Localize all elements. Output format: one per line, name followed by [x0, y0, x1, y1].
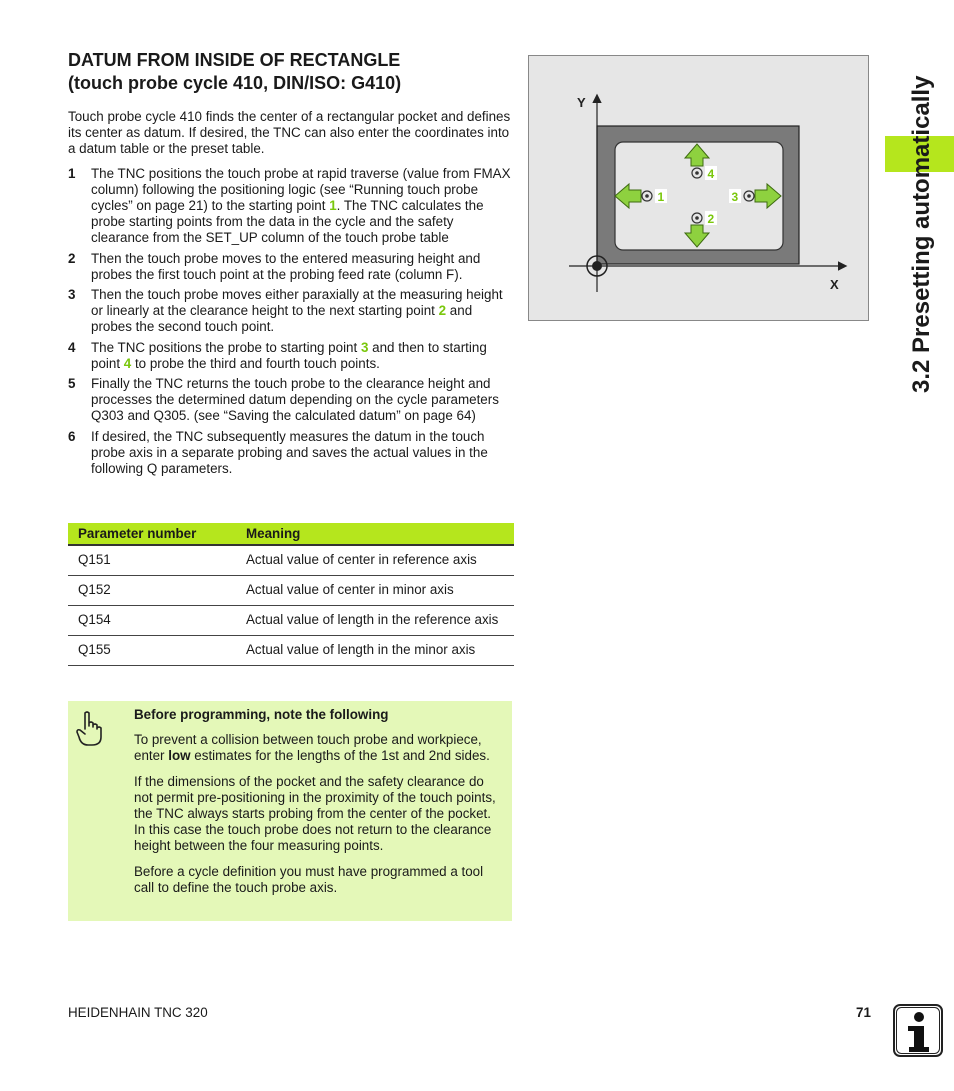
step-point-ref: 1	[329, 198, 337, 213]
step-list	[68, 166, 513, 481]
step-item	[68, 340, 513, 372]
x-axis-label: X	[830, 277, 839, 292]
table-row	[68, 636, 514, 666]
table-header-row	[68, 523, 514, 545]
point-label: 2	[707, 212, 715, 226]
note-paragraph	[134, 732, 504, 764]
step-text: Then the touch probe moves either paraxially at the measuring height or linearly at the clearance height to the next starting point	[91, 287, 503, 318]
meaning-cell: Actual value of center in minor axis	[236, 576, 514, 606]
meaning-cell: Actual value of center in reference axis	[236, 545, 514, 576]
pocket-diagram	[528, 55, 869, 321]
step-point-ref: 4	[123, 355, 132, 371]
q-parameter-table	[68, 523, 514, 666]
pocket-diagram-graphic	[529, 56, 868, 320]
step-text: and then to starting point	[91, 339, 487, 371]
meaning-cell: Actual value of length in the minor axis	[236, 636, 514, 666]
step-text: and probes the second touch point.	[91, 303, 473, 334]
meaning-cell: Actual value of length in the reference axis	[236, 606, 514, 636]
step-number: 4	[68, 339, 76, 355]
y-axis-label: Y	[577, 95, 586, 110]
step-number: 1	[68, 166, 76, 181]
page-number: 71	[856, 1005, 871, 1020]
parameter-cell: Q154	[68, 606, 236, 636]
section-title	[68, 49, 508, 95]
step-number: 3	[68, 287, 76, 302]
step-item	[68, 287, 513, 335]
section-title-line1: DATUM FROM INSIDE OF RECTANGLE	[68, 50, 401, 70]
chapter-title-vertical	[899, 45, 939, 395]
note-box	[68, 701, 512, 921]
note-paragraph: If the dimensions of the pocket and the safety clearance do not permit pre-positioning in the proximity of the touch points, the TNC always starts probing from the center of the pocket. In this case the touch probe does not return to the clearance height between the four measuring points.	[134, 774, 496, 853]
table-row	[68, 576, 514, 606]
parameter-cell: Q152	[68, 576, 236, 606]
step-number: 6	[68, 428, 76, 444]
point-label: 1	[657, 190, 665, 204]
note-text: estimates for the lengths of the 1st and 2nd sides.	[190, 748, 490, 763]
table-row	[68, 606, 514, 636]
step-text: . The TNC calculates the probe starting points from the data in the cycle and the safety clearance from the SET_UP column of the touch probe table	[91, 198, 484, 245]
column-header: Meaning	[236, 523, 514, 545]
step-number: 2	[68, 250, 76, 266]
step-point-ref: 3	[360, 339, 369, 355]
pointing-hand-icon	[76, 711, 102, 747]
chapter-title-text: 3.2 Presetting automatically	[908, 75, 935, 393]
table-row	[68, 545, 514, 576]
note-text: To prevent a collision between touch probe and workpiece, enter	[134, 732, 482, 763]
step-text: The TNC positions the touch probe at rapid traverse (value from FMAX column) following the positioning logic (see “Running touch probe cycles” on page 21) to the starting point	[91, 166, 511, 213]
point-label: 3	[731, 190, 739, 204]
note-paragraph: Before a cycle definition you must have programmed a tool call to define the touch probe axis.	[134, 864, 484, 895]
step-number: 5	[68, 376, 76, 391]
note-title: Before programming, note the following	[134, 707, 389, 722]
step-text: Finally the TNC returns the touch probe to the clearance height and processes the determined datum depending on the cycle parameters Q303 and Q305. (see “Saving the calculated datum” on page 64)	[91, 376, 499, 423]
parameter-cell: Q155	[68, 636, 236, 666]
note-content	[134, 707, 504, 906]
note-bold-text: low	[168, 748, 191, 763]
step-item	[68, 166, 513, 246]
step-item	[68, 376, 513, 424]
intro-paragraph: Touch probe cycle 410 finds the center of a rectangular pocket and defines its center as datum. If desired, the TNC can also enter the coordinates into a datum table or the preset table.	[68, 109, 511, 156]
parameter-cell: Q151	[68, 545, 236, 576]
footer-product: HEIDENHAIN TNC 320	[68, 1005, 208, 1020]
info-icon	[893, 1004, 943, 1057]
step-item	[68, 429, 513, 477]
step-point-ref: 2	[438, 303, 447, 318]
step-text: The TNC positions the probe to starting point	[91, 339, 361, 355]
section-title-line2: (touch probe cycle 410, DIN/ISO: G410)	[68, 73, 402, 93]
point-label: 4	[707, 167, 715, 181]
column-header: Parameter number	[68, 523, 236, 545]
step-item	[68, 251, 513, 283]
step-text: to probe the third and fourth touch points.	[131, 355, 380, 371]
step-text: Then the touch probe moves to the entered measuring height and probes the first touch point at the probing feed rate (column F).	[91, 250, 481, 282]
step-text: If desired, the TNC subsequently measures the datum in the touch probe axis in a separate probing and saves the actual values in the following Q parameters.	[91, 428, 488, 476]
